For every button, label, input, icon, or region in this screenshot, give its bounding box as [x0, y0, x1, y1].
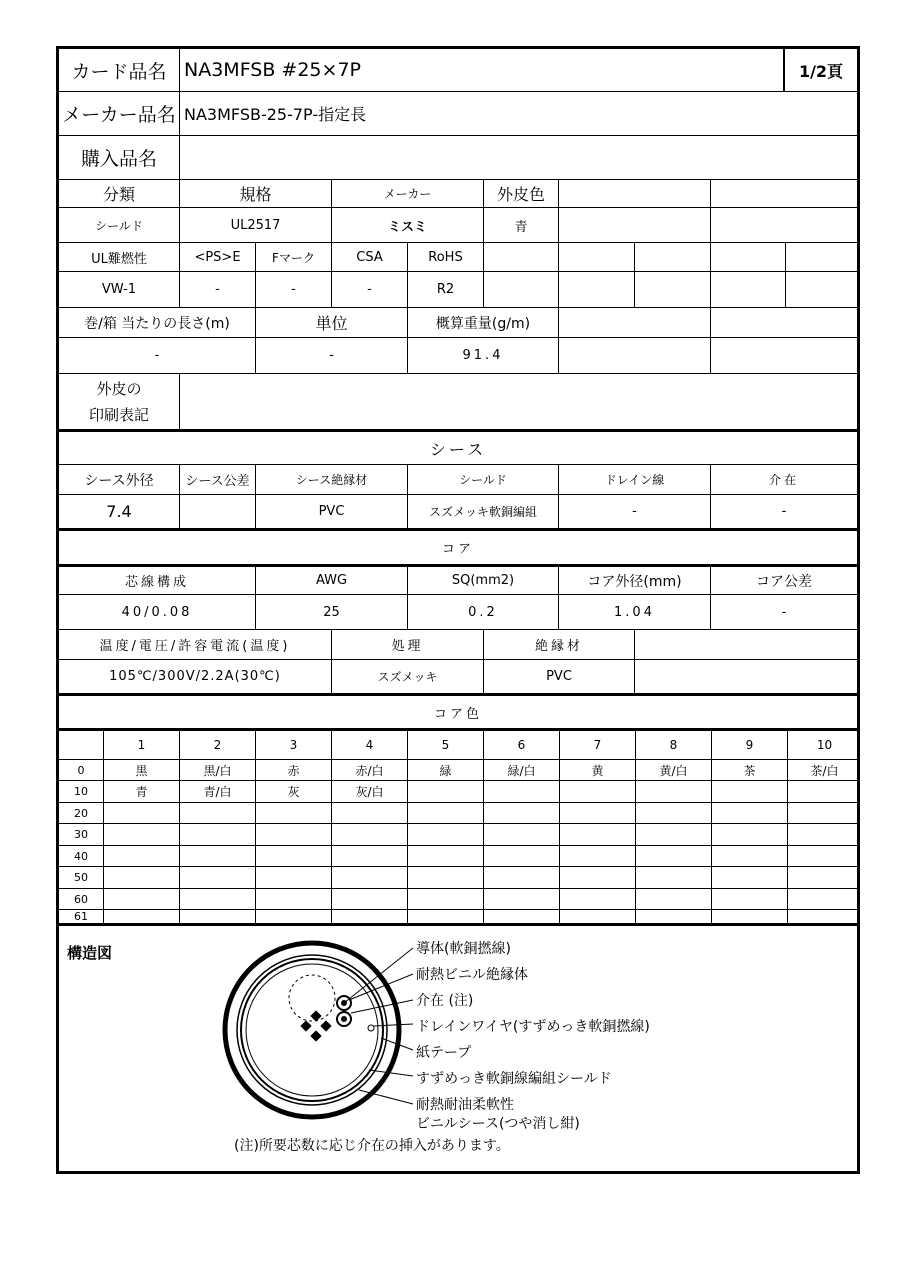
f-mark-header: Fマーク	[256, 243, 332, 271]
purchase-name-label: 購入品名	[59, 136, 180, 179]
core-color-cell	[332, 803, 408, 823]
csa-header: CSA	[332, 243, 408, 271]
label-sheath-line2: ビニルシース(つや消し紺)	[416, 1116, 580, 1132]
core-color-cell: 緑/白	[484, 760, 560, 780]
core-color-cell	[712, 824, 788, 845]
core-color-column-header: 7	[560, 731, 636, 759]
spec2-empty-value-3	[635, 272, 711, 307]
maker-header: メーカー	[332, 180, 484, 207]
page-indicator: 1/2頁	[784, 49, 857, 91]
core-color-cell: 茶	[712, 760, 788, 780]
core-header2-empty	[635, 630, 857, 659]
core-color-cell	[104, 867, 180, 888]
core-color-cell	[712, 910, 788, 923]
ul-flame-value: VW-1	[59, 272, 180, 307]
label-insulation: 耐熱ビニル絶縁体	[416, 967, 528, 983]
core-color-row-label: 61	[59, 910, 104, 923]
spec1-empty-header-2	[711, 180, 857, 207]
core-color-row-label: 30	[59, 824, 104, 845]
purchase-name-value	[180, 136, 857, 179]
core-color-cell: 緑	[408, 760, 484, 780]
print-marking-label-line2: 印刷表記	[88, 405, 149, 424]
drain-wire-header: ドレイン線	[559, 465, 711, 494]
core-section-title-row	[59, 531, 857, 567]
core-tolerance-header: コア公差	[756, 573, 812, 590]
core-color-cell	[484, 781, 560, 802]
weight-header: 概算重量(g/m)	[408, 308, 559, 337]
core-color-cell	[256, 803, 332, 823]
core-color-cell	[788, 803, 861, 823]
jacket-color-header: 外皮色	[484, 180, 559, 207]
core-color-row-label: 50	[59, 867, 104, 888]
spec3-empty-value-1	[559, 338, 711, 373]
core-color-cell	[712, 803, 788, 823]
spec1-empty-header-1	[559, 180, 711, 207]
product-card-sheet	[56, 46, 860, 1174]
spec2-empty-1	[484, 243, 559, 271]
spec3-empty-header-1	[559, 308, 711, 337]
pse-header: <PS>E	[180, 243, 256, 271]
shield-ring	[237, 955, 387, 1105]
core-header-row-2	[59, 630, 857, 660]
core-color-row-label: 40	[59, 846, 104, 866]
print-marking-row	[59, 374, 857, 432]
core-color-cell	[560, 910, 636, 923]
core-conductor-2-center	[341, 1016, 347, 1022]
core-section-title: コア	[441, 542, 474, 557]
core-value-row-2	[59, 660, 857, 696]
core-color-cell	[256, 910, 332, 923]
core-color-cell	[180, 824, 256, 845]
core-color-cell	[560, 846, 636, 866]
core-color-cell	[788, 910, 861, 923]
core-color-cell	[636, 846, 712, 866]
jacket-color-value: 青	[484, 208, 559, 242]
core-od-header: コア外径(mm)	[559, 567, 711, 594]
maker-name-row	[59, 92, 857, 136]
shield-header: シールド	[408, 465, 559, 494]
core-color-cell	[180, 867, 256, 888]
maker-value: ミスミ	[332, 208, 484, 242]
unit-header: 単位	[256, 308, 408, 337]
core-color-row-label: 10	[59, 781, 104, 802]
spec2-empty-4	[711, 243, 786, 271]
core-color-cell	[712, 867, 788, 888]
core-color-column-header: 1	[104, 731, 180, 759]
awg-value: 25	[256, 595, 408, 629]
sheath-section-title: シース	[429, 439, 487, 459]
core-color-cell	[408, 846, 484, 866]
inner-ring	[246, 964, 378, 1096]
core-color-cell	[180, 803, 256, 823]
core-color-cell	[104, 889, 180, 909]
standard-value: UL2517	[180, 208, 332, 242]
core-tolerance-value: -	[781, 604, 787, 620]
core-color-cell: 黒/白	[180, 760, 256, 780]
spec2-header-row	[59, 243, 857, 272]
core-color-cell	[332, 889, 408, 909]
structure-diagram-note: (注)所要芯数に応じ介在の挿入があります。	[234, 1138, 510, 1154]
sheath-tolerance-header: シース公差	[180, 465, 256, 494]
insulation-header: 絶縁材	[484, 630, 635, 659]
print-marking-label	[59, 374, 180, 429]
core-color-row-label: 60	[59, 889, 104, 909]
spec3-empty-value-2	[711, 338, 857, 373]
core-color-cell: 青	[104, 781, 180, 802]
core-od-value: 1.04	[559, 595, 711, 629]
shield-value: スズメッキ軟銅編組	[408, 495, 559, 528]
core-color-cell	[408, 803, 484, 823]
core-color-column-header: 4	[332, 731, 408, 759]
core-color-row	[59, 803, 857, 824]
core-color-cell	[408, 910, 484, 923]
core-color-header-row	[59, 731, 857, 760]
core-color-cell	[560, 803, 636, 823]
strand-construction-value: 40/0.08	[59, 595, 256, 629]
sheath-insulation-header: シース絶縁材	[256, 465, 408, 494]
core-color-cell	[636, 781, 712, 802]
maker-name-label: メーカー品名	[59, 92, 180, 135]
csa-value: -	[332, 272, 408, 307]
core-color-cell	[788, 846, 861, 866]
core-color-cell: 灰	[256, 781, 332, 802]
core-color-column-header: 10	[816, 738, 833, 752]
label-paper-tape: 紙テープ	[416, 1045, 472, 1061]
core-color-cell	[256, 867, 332, 888]
core-color-cell	[408, 867, 484, 888]
spec2-empty-3	[635, 243, 711, 271]
core-color-cell: 青/白	[180, 781, 256, 802]
sheath-value-row	[59, 495, 857, 531]
core-color-cell	[104, 803, 180, 823]
rohs-value: R2	[408, 272, 484, 307]
print-marking-value	[180, 374, 857, 429]
core-color-cell	[332, 824, 408, 845]
temp-voltage-current-header: 温度/電圧/許容電流(温度)	[59, 630, 332, 659]
core-color-cell	[636, 910, 712, 923]
spec1-empty-value-2	[711, 208, 857, 242]
core-color-row	[59, 781, 857, 803]
print-marking-label-line1: 外皮の	[96, 379, 142, 398]
spec3-empty-header-2	[711, 308, 857, 337]
sheath-insulation-value: PVC	[256, 495, 408, 528]
classification-header: 分類	[59, 180, 180, 207]
spec2-empty-value-5	[786, 272, 857, 307]
filler-dashed-circle	[289, 975, 335, 1021]
label-filler: 介在 (注)	[416, 993, 474, 1009]
purchase-name-row	[59, 136, 857, 180]
spec2-empty-2	[559, 243, 635, 271]
core-color-cell	[484, 803, 560, 823]
core-color-cell	[180, 889, 256, 909]
core-color-cell: 黒	[104, 760, 180, 780]
classification-value: シールド	[59, 208, 180, 242]
core-color-row	[59, 910, 857, 926]
core-color-cell	[484, 824, 560, 845]
core-color-column-header: 2	[180, 731, 256, 759]
core-color-column-header: 8	[636, 731, 712, 759]
card-name-value: NA3MFSB #25×7P	[180, 49, 784, 91]
card-name-row	[59, 49, 857, 92]
core-color-title: コア色	[433, 706, 482, 722]
core-color-cell	[484, 889, 560, 909]
spec1-value-row	[59, 208, 857, 243]
core-color-cell	[712, 846, 788, 866]
core-color-cell	[560, 889, 636, 909]
core-value2-empty	[635, 660, 857, 693]
core-color-row	[59, 889, 857, 910]
core-color-cell	[560, 824, 636, 845]
core-color-corner-cell	[59, 731, 104, 759]
treatment-header: 処理	[332, 630, 484, 659]
core-color-cell: 黄/白	[636, 760, 712, 780]
pse-value: -	[180, 272, 256, 307]
core-color-cell	[332, 867, 408, 888]
spec1-header-row	[59, 180, 857, 208]
spec3-header-row	[59, 308, 857, 338]
sheath-od-value: 7.4	[59, 495, 180, 528]
core-color-row	[59, 760, 857, 781]
insulation-value: PVC	[484, 660, 635, 693]
core-color-cell	[636, 803, 712, 823]
core-color-cell	[636, 824, 712, 845]
core-color-column-header: 6	[484, 731, 560, 759]
core-color-cell	[636, 889, 712, 909]
weight-value: 91.4	[408, 338, 559, 373]
paper-tape-ring	[241, 959, 383, 1101]
core-color-row-label: 0	[59, 760, 104, 780]
spec3-value-row	[59, 338, 857, 374]
core-color-cell	[636, 867, 712, 888]
drain-wire	[368, 1025, 374, 1031]
structure-diagram-section	[59, 930, 857, 1171]
core-color-row	[59, 846, 857, 867]
core-header-row	[59, 567, 857, 595]
core-color-cell	[788, 824, 861, 845]
temp-voltage-current-value: 105℃/300V/2.2A(30℃)	[59, 660, 332, 693]
filler-value: -	[781, 504, 787, 519]
sq-header: SQ(mm2)	[408, 567, 559, 594]
label-sheath-line1: 耐熱耐油柔軟性	[416, 1097, 514, 1113]
core-color-row-label: 20	[59, 803, 104, 823]
core-color-cell	[104, 910, 180, 923]
label-drain-wire: ドレインワイヤ(すずめっき軟銅撚線)	[416, 1019, 650, 1035]
core-color-cell	[180, 910, 256, 923]
unit-value: -	[256, 338, 408, 373]
length-per-reel-header: 巻/箱 当たりの長さ(m)	[59, 308, 256, 337]
length-per-reel-value: -	[59, 338, 256, 373]
spec2-empty-value-2	[559, 272, 635, 307]
core-color-cell	[408, 824, 484, 845]
core-color-column-header: 9	[712, 731, 788, 759]
core-color-cell: 灰/白	[332, 781, 408, 802]
sheath-od-header: シース外径	[59, 465, 180, 494]
structure-diagram-title: 構造図	[67, 944, 113, 962]
ul-flame-header: UL難燃性	[59, 243, 180, 271]
core-color-row	[59, 824, 857, 846]
strand-construction-header: 芯線構成	[59, 567, 256, 594]
spec2-empty-5	[786, 243, 857, 271]
core-color-cell	[788, 781, 861, 802]
treatment-value: スズメッキ	[332, 660, 484, 693]
core-color-cell	[408, 889, 484, 909]
core-color-cell	[104, 824, 180, 845]
core-color-cell: 茶/白	[810, 763, 839, 778]
core-color-cell	[332, 910, 408, 923]
sheath-header-row	[59, 465, 857, 495]
core-color-cell	[712, 781, 788, 802]
core-color-cell	[484, 867, 560, 888]
core-color-column-header: 3	[256, 731, 332, 759]
core-color-cell	[180, 846, 256, 866]
core-color-cell	[408, 781, 484, 802]
drain-wire-value: -	[559, 495, 711, 528]
core-color-cell	[484, 846, 560, 866]
core-color-cell	[560, 867, 636, 888]
core-color-cell: 赤	[256, 760, 332, 780]
standard-header: 規格	[180, 180, 332, 207]
core-color-cell	[256, 824, 332, 845]
sq-value: 0.2	[408, 595, 559, 629]
spec2-empty-value-4	[711, 272, 786, 307]
f-mark-value: -	[256, 272, 332, 307]
sheath-tolerance-value	[180, 495, 256, 528]
card-name-label: カード品名	[59, 49, 180, 91]
filler-header: 介在	[768, 473, 799, 487]
awg-header: AWG	[256, 567, 408, 594]
core-color-cell	[332, 846, 408, 866]
core-color-cell: 赤/白	[332, 760, 408, 780]
label-conductor: 導体(軟銅撚線)	[416, 941, 511, 957]
spec2-empty-value-1	[484, 272, 559, 307]
spec2-value-row	[59, 272, 857, 308]
core-color-cell	[712, 889, 788, 909]
core-color-cell	[484, 910, 560, 923]
core-color-cell	[788, 867, 861, 888]
core-color-cell	[256, 889, 332, 909]
core-value-row	[59, 595, 857, 630]
core-color-column-header: 5	[408, 731, 484, 759]
rohs-header: RoHS	[408, 243, 484, 271]
core-color-title-row	[59, 696, 857, 731]
core-color-cell: 黄	[560, 760, 636, 780]
core-color-row	[59, 867, 857, 889]
core-color-cell	[104, 846, 180, 866]
sheath-section-title-row	[59, 432, 857, 465]
spec1-empty-value-1	[559, 208, 711, 242]
maker-name-value: NA3MFSB-25-7P-指定長	[184, 105, 367, 124]
core-color-cell	[560, 781, 636, 802]
core-color-cell	[256, 846, 332, 866]
label-shield: すずめっき軟銅線編組シールド	[416, 1071, 612, 1087]
core-color-cell	[788, 889, 861, 909]
